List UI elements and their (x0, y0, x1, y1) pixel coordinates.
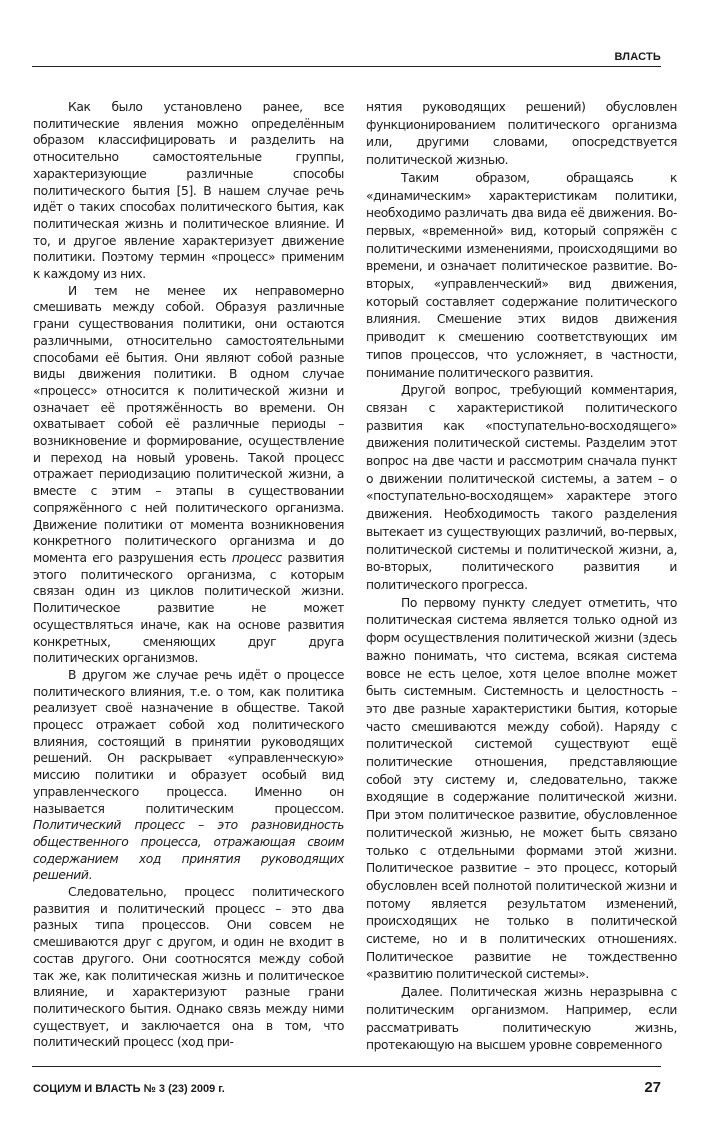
left-column (33, 99, 344, 1051)
header-divider (32, 66, 661, 67)
paragraph: Следовательно, процесс политического развития и политический процесс – это два разных типа процессов. Они совсем не смешиваются друг с другом, и один не входит в состав другого. Они соотносятся между собой так же, как политическая жизнь и политическое влияние, и характеризуют разные грани политического бытия. Однако связь между ними существует, и заключается она в том, что политический процесс (ход при- (33, 885, 344, 1050)
right-column (366, 99, 677, 1055)
journal-title: СОЦИУМ И ВЛАСТЬ № 3 (23) 2009 г. (33, 1083, 225, 1095)
paragraph: По первому пункту следует отметить, что политическая система является только одной из форм осуществления политической жизни (здесь важно понимать, что система, всякая система вовсе не есть целое, хотя целое вполне может быть системным. Системность и целостность – это две разные характеристики бытия, которые часто смешиваются между собой). Наряду с политической системой существуют ещё политические отношения, представляющие собой эту систему и, следовательно, также входящие в содержание политической жизни. При этом политическое развитие, обусловленное политической жизнью, не может быть связано только с отдельными формами этой жизни. Политическое развитие – это процесс, который обусловлен всей полнотой политической жизни и потому является результатом изменений, происходящих не только в политической системе, но и в политических отношениях. Политическое развитие не тождественно «развитию политической системы». (366, 595, 677, 982)
emphasis-text: процесс (231, 550, 282, 565)
paragraph: Далее. Политическая жизнь неразрывна с политическим организмом. Например, если рассматривать политическую жизнь, протекающую на высшем уровне современного (366, 985, 677, 1053)
paragraph: нятия руководящих решений) обусловлен функционированием политического организма или, другими словами, опосредствуется политической жизнью. (366, 100, 677, 168)
footer-divider (32, 1066, 661, 1067)
paragraph: Как было установлено ранее, все политические явления можно определённым образом классифицировать и разделить на относительно самостоятельные группы, характеризующие различные способы политического бытия [5]. В нашем случае речь идёт о таких способах политического бытия, как политическая жизнь и политическое влияние. И то, и другое явление характеризует движение политики. Поэтому термин «процесс» применим к каждому из них. (33, 100, 344, 282)
section-header: ВЛАСТЬ (614, 51, 661, 63)
page-number: 27 (644, 1079, 661, 1096)
paragraph: И тем не менее их неправомерно смешивать между собой. Образуя различные грани существования политики, они остаются различными, относительно самостоятельными способами её бытия. Они являют собой разные виды движения политики. В одном случае «процесс» относится к политической жизни и означает её протяжённость во времени. Он охватывает собой её различные периоды – возникновение и формирование, осуществление и переход на новый уровень. Такой процесс отражает периодизацию политической жизни, а вместе с этим – этапы в существовании сопряжённого с ней политического организма. Движение политики от момента возникновения конкретного политического организма и до момента его разрушения есть процесс развития этого политического организма, с которым связан один из циклов политической жизни. Политическое развитие не может осуществляться иначе, как на основе развития конкретных, сменяющих друг друга политических организмов. (33, 283, 345, 666)
paragraph: Другой вопрос, требующий комментария, связан с характеристикой политического развития как «поступательно-восходящего» движения политической системы. Разделим этот вопрос на две части и рассмотрим сначала пункт о движении политической системы, а затем – о «поступательно-восходящем» характере этого движения. Необходимость такого разделения вытекает из существующих различий, во-первых, политической системы и политической жизни, а, во-вторых, политического развития и политического прогресса. (366, 383, 677, 592)
paragraph: Таким образом, обращаясь к «динамическим» характеристикам политики, необходимо различать два вида её движения. Во-первых, «временной» вид, который сопряжён с политическими изменениями, происходящими во времени, и означает политическое развитие. Во-вторых, «управленческий» вид движения, который составляет содержание политического влияния. Смешение этих видов движения приводит к смешению соответствующих им типов процессов, что усложняет, в частности, понимание политического развития. (366, 170, 677, 380)
definition-text: Политический процесс – это разновидность общественного процесса, отражающая своим содержанием ход принятия руководящих решений (33, 818, 344, 883)
paragraph: В другом же случае речь идёт о процессе политического влияния, т.е. о том, как политика реализует своё назначение в обществе. Такой процесс отражает собой ход политического влияния, состоящий в принятии руководящих решений. Он раскрывает «управленческую» миссию политики и образует особый вид управленческого процесса. Именно он называется политическим процессом. Политический процесс – это разновидность общественного процесса, отражающая своим содержанием ход принятия руководящих решений. (33, 667, 344, 883)
